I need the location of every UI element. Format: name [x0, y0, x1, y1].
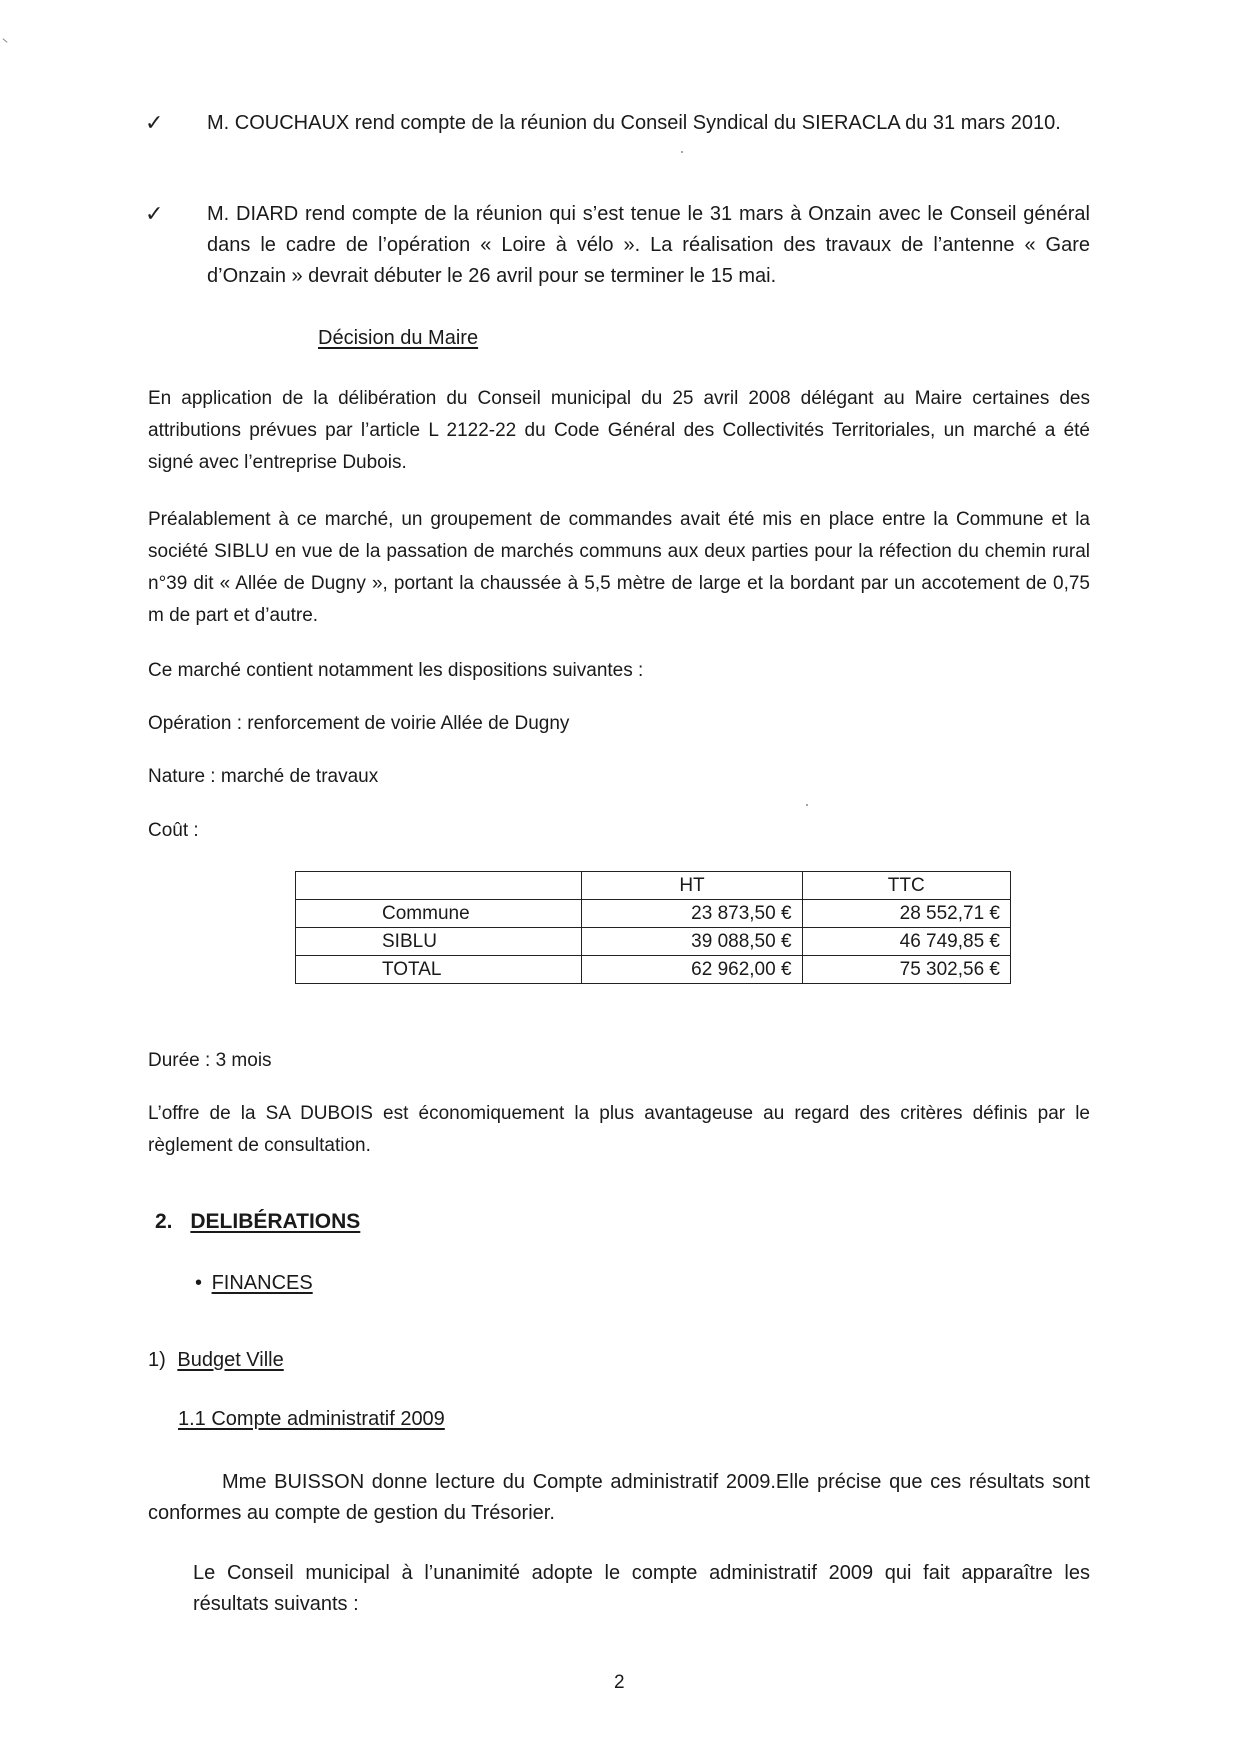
page-number: 2: [614, 1672, 625, 1693]
paragraph-prealablement: Préalablement à ce marché, un groupement de commandes avait été mis en place entre la Commune et la société SIBLU en vue de la passation de marchés communs aux deux parties pour la réfection du chemin rural n°39 dit « Allée de Dugny », portant la chaussée à 5,5 mètre de large et la bordant par un accotement de 0,75 m de part et d’autre.: [148, 509, 1090, 626]
cost-table: [295, 871, 1011, 984]
checkmark-icon: ✓: [145, 111, 164, 136]
cout-label: Coût :: [148, 820, 199, 841]
scan-speck: [681, 151, 683, 153]
table-header-row: [296, 872, 1011, 900]
table-cell: 39 088,50 €: [582, 928, 802, 956]
nature-line: Nature : marché de travaux: [148, 766, 379, 787]
checkmark-icon: ✓: [145, 202, 164, 227]
report-item-diard: M. DIARD rend compte de la réunion qui s’est tenue le 31 mars à Onzain avec le Conseil général dans le cadre de l’opération « Loire à vélo ». La réalisation des travaux de l’antenne « Gare d’Onzain » devrait débuter le 26 avril pour se terminer le 15 mai.: [207, 203, 1090, 287]
paragraph-offre: L’offre de la SA DUBOIS est économiquement la plus avantageuse au regard des critères définis par le règlement de consultation.: [148, 1103, 1090, 1156]
report-item-couchaux: M. COUCHAUX rend compte de la réunion du Conseil Syndical du SIERACLA du 31 mars 2010.: [207, 112, 1061, 134]
paragraph-adoption: Le Conseil municipal à l’unanimité adopte le compte administratif 2009 qui fait apparaître les résultats suivants :: [193, 1562, 1090, 1615]
table-cell: 62 962,00 €: [582, 956, 802, 984]
table-cell: 23 873,50 €: [582, 900, 802, 928]
table-row: [296, 956, 1011, 984]
table-header-cell: TTC: [802, 872, 1010, 900]
scan-speck: [806, 804, 808, 806]
duree-line: Durée : 3 mois: [148, 1050, 272, 1071]
finances-heading: [195, 1268, 313, 1299]
table-cell: Commune: [296, 900, 582, 928]
table-row: [296, 928, 1011, 956]
table-cell: 46 749,85 €: [802, 928, 1010, 956]
table-header-cell: [296, 872, 582, 900]
table-header-cell: HT: [582, 872, 802, 900]
budget-number: 1): [148, 1349, 166, 1371]
section-number: 2.: [155, 1210, 173, 1233]
finances-title: FINANCES: [211, 1272, 313, 1294]
bullet-icon: •: [195, 1272, 203, 1294]
paragraph-application: En application de la délibération du Conseil municipal du 25 avril 2008 délégant au Maire certaines des attributions prévues par l’article L 2122-22 du Code Général des Collectivités Territoriales, un marché a été signé avec l’entreprise Dubois.: [148, 388, 1090, 473]
paragraph-buisson: Mme BUISSON donne lecture du Compte administratif 2009.Elle précise que ces résultats sont conformes au compte de gestion du Trésorier.: [148, 1471, 1090, 1524]
paragraph-dispositions: Ce marché contient notamment les dispositions suivantes :: [148, 660, 644, 681]
table-cell: SIBLU: [296, 928, 582, 956]
section-heading: [155, 1207, 360, 1237]
scan-speck: [2, 38, 7, 43]
decision-title: Décision du Maire: [318, 327, 479, 349]
table-cell: 28 552,71 €: [802, 900, 1010, 928]
table-row: [296, 900, 1011, 928]
table-cell: 75 302,56 €: [802, 956, 1010, 984]
budget-title: Budget Ville: [177, 1349, 284, 1371]
budget-heading: [148, 1345, 284, 1376]
compte-admin-heading: 1.1 Compte administratif 2009: [178, 1408, 445, 1430]
table-cell: TOTAL: [296, 956, 582, 984]
section-title: DELIBÉRATIONS: [190, 1210, 361, 1233]
operation-line: Opération : renforcement de voirie Allée de Dugny: [148, 713, 570, 734]
